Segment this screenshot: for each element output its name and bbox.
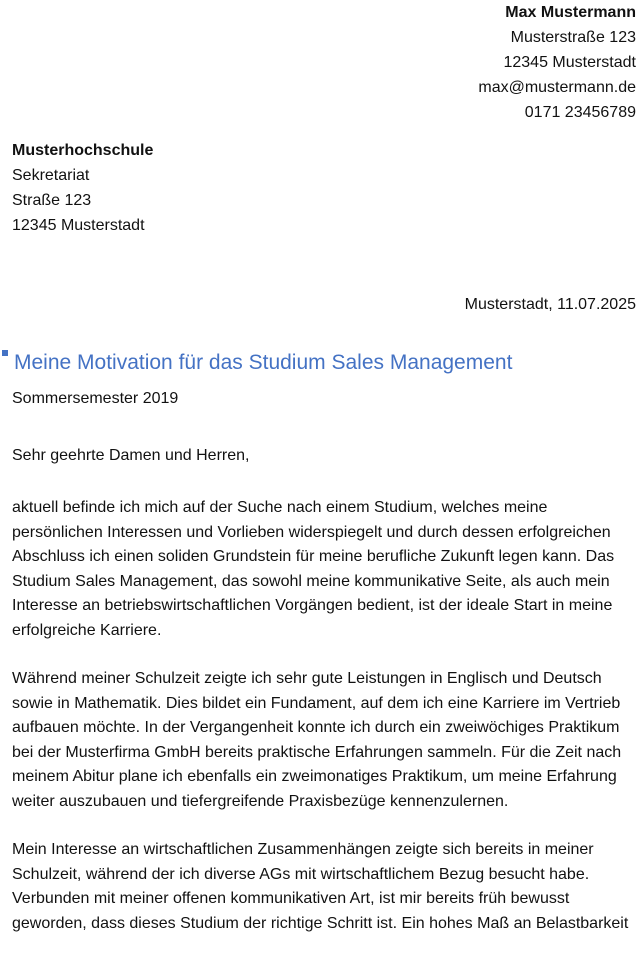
sender-address — [216, 0, 636, 125]
heading-marker-icon — [2, 350, 8, 356]
sender-phone: 0171 23456789 — [524, 104, 636, 121]
recipient-city: 12345 Musterstadt — [12, 217, 145, 234]
paragraph: Mein Interesse an wirtschaftlichen Zusammenhängen zeigte sich bereits in meiner Schulzeit, während der ich diverse AGs mit wirtschaftlichem Bezug besucht habe. Verbunden mit meiner offenen kommunikativen Art, ist mir bereits früh bewusst geworden, dass dieses Studium der richtige Schritt ist. Ein hohes Maß an Belastbarkeit — [12, 841, 629, 932]
recipient-street: Straße 123 — [12, 192, 92, 209]
semester-line: Sommersemester 2019 — [12, 390, 179, 407]
letter-body — [12, 496, 636, 960]
letter-subject: Meine Motivation für das Studium Sales Management — [14, 351, 513, 374]
salutation: Sehr geehrte Damen und Herren, — [12, 447, 250, 464]
sender-city: 12345 Musterstadt — [503, 54, 636, 71]
paragraph: Während meiner Schulzeit zeigte ich sehr gute Leistungen in Englisch und Deutsch sowie in Mathematik. Dies bildet ein Fundament, auf dem ich eine Karriere im Vertrieb aufbauen möchte. In der Vergangenheit konnte ich durch ein zweiwöchiges Praktikum bei der Musterfirma GmbH bereits praktische Erfahrungen sammeln. Für die Zeit nach meinem Abitur plane ich ebenfalls ein zweimonatiges Praktikum, um meine Erfahrung weiter auszubauen und tiefergreifende Praxisbezüge kennenzulernen. — [12, 670, 622, 810]
sender-email: max@mustermann.de — [478, 79, 636, 96]
recipient-address — [12, 138, 412, 238]
sender-name: Max Mustermann — [505, 4, 636, 21]
letter-date: Musterstadt, 11.07.2025 — [464, 296, 636, 313]
paragraph: aktuell befinde ich mich auf der Suche nach einem Studium, welches meine persönlichen Interessen und Vorlieben widerspiegelt und durch dessen erfolgreichen Abschluss ich einen soliden Grundstein für meine berufliche Zukunft legen kann. Das Studium Sales Management, das sowohl meine kommunikative Seite, als auch mein Interesse an betriebswirtschaftlichen Vorgängen bedient, ist der ideale Start in meine erfolgreiche Karriere. — [12, 499, 615, 639]
recipient-org: Musterhochschule — [12, 142, 154, 159]
recipient-dept: Sekretariat — [12, 167, 90, 184]
sender-street: Musterstraße 123 — [510, 29, 636, 46]
